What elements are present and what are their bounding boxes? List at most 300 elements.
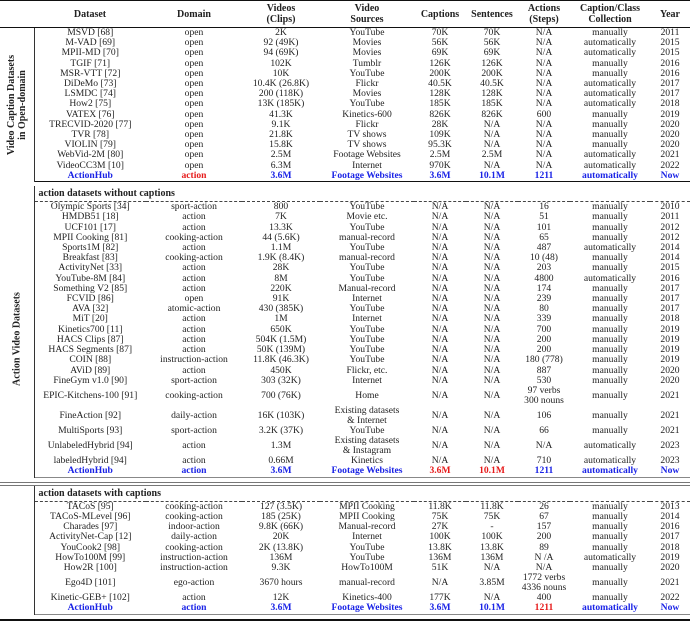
cell-collection: manually xyxy=(592,303,628,315)
cell-sentences: N/A xyxy=(483,211,501,223)
cell-collection: automatically xyxy=(583,440,637,451)
cell-captions: 95.3K xyxy=(428,139,452,151)
cell-sources: HowTo100M xyxy=(341,561,393,573)
side-label-action-datasets xyxy=(0,202,34,477)
cell-dataset: Sports1M [82] xyxy=(62,242,119,254)
cell-sentences: N/A xyxy=(483,455,501,467)
cell-captions: N/A xyxy=(431,577,449,589)
cell-captions: N/A xyxy=(431,323,449,335)
cell-domain: action xyxy=(182,323,206,335)
cell-videos: 3.2K (37K) xyxy=(258,424,304,436)
cell-captions: N/A xyxy=(431,313,449,325)
cell-captions: N/A xyxy=(431,333,449,345)
cell-videos: 3670 hours xyxy=(259,577,303,589)
cell-year: 2019 xyxy=(660,333,680,345)
cell-captions: N/A xyxy=(431,354,449,366)
cell-dataset: UnlabeledHybrid [94] xyxy=(47,440,133,451)
cell-year: 2020 xyxy=(660,364,680,376)
cell-videos: 15.8K xyxy=(269,139,293,151)
cell-year: 2017 xyxy=(660,293,680,305)
cell-dataset: How2 [75] xyxy=(69,98,112,110)
cell-year: 2021 xyxy=(660,424,680,436)
cell-collection: automatically xyxy=(570,171,650,182)
header-sources-line2: Sources xyxy=(350,14,384,25)
cell-captions: N/A xyxy=(431,344,449,356)
cell-domain: open xyxy=(184,293,204,305)
cell-domain: open xyxy=(184,108,204,120)
cell-dataset: UCF101 [17] xyxy=(64,221,116,233)
cell-captions: N/A xyxy=(431,201,449,213)
cell-actions: 80 xyxy=(539,303,549,315)
cell-actions: N/A xyxy=(535,118,553,130)
cell-actions: 700 xyxy=(536,323,552,335)
cell-videos: 2K xyxy=(275,27,287,38)
cell-sentences: N/A xyxy=(483,242,501,254)
cell-sentences: N/A xyxy=(483,282,501,294)
cell-captions: 185K xyxy=(429,98,451,110)
cell-actions: 26 xyxy=(539,500,549,512)
cell-dataset: MPII Cooking [81] xyxy=(53,231,128,243)
cell-dataset: MSR-VTT [72] xyxy=(60,67,121,79)
cell-sentences: N/A xyxy=(483,159,501,171)
cell-domain: open xyxy=(184,37,204,49)
cell-videos: 8M xyxy=(274,272,288,284)
cell-videos: 13.3K xyxy=(269,221,293,233)
cell-captions: 13.8K xyxy=(428,541,452,553)
cell-captions: N/A xyxy=(431,252,449,264)
cell-dataset: TACoS-MLevel [96] xyxy=(50,510,131,522)
cell-videos: 102K xyxy=(270,57,292,69)
cell-videos: 10.4K (26.8K) xyxy=(252,78,310,90)
cell-sentences: 2.5M xyxy=(481,149,503,161)
cell-collection: manually xyxy=(592,561,628,573)
cell-sources: YouTube xyxy=(349,272,385,284)
cell-domain: ego-action xyxy=(173,577,215,589)
cell-captions: N/A xyxy=(431,211,449,223)
cell-dataset: TVR [78] xyxy=(71,129,110,141)
cell-captions: N/A xyxy=(431,374,449,386)
cell-collection: manually xyxy=(592,344,628,356)
cell-actions: 339 xyxy=(536,313,552,325)
cell-actions: 600 xyxy=(536,108,552,120)
cell-sources: YouTube xyxy=(349,201,385,213)
cell-domain: open xyxy=(184,129,204,141)
table-row xyxy=(0,532,690,542)
cell-actions: 106 xyxy=(536,409,552,421)
cell-collection: automatically xyxy=(583,455,637,467)
table-row xyxy=(0,406,690,426)
cell-domain: open xyxy=(184,67,204,79)
cell-domain: open xyxy=(184,88,204,100)
table-bottom-rule xyxy=(0,620,690,623)
cell-videos: 9.8K (66K) xyxy=(258,521,304,533)
cell-videos: 2K (13.8K) xyxy=(258,541,304,553)
cell-dataset: Breakfast [83] xyxy=(62,252,118,264)
cell-sentences: N/A xyxy=(483,313,501,325)
cell-actions: N/A xyxy=(535,47,553,59)
cell-year: 2018 xyxy=(660,98,680,110)
cell-domain: action xyxy=(146,603,242,614)
cell-year: 2019 xyxy=(660,108,680,120)
cell-domain: instruction-action xyxy=(160,561,228,573)
cell-actions: N/A xyxy=(535,98,553,110)
header-side xyxy=(0,1,34,28)
cell-year: 2018 xyxy=(660,313,680,325)
cell-domain: action xyxy=(146,466,242,477)
cell-sentences: N/A xyxy=(483,561,501,573)
cell-year: 2016 xyxy=(660,272,680,284)
cell-year: 2017 xyxy=(660,282,680,294)
cell-sentences: 75K xyxy=(483,510,501,522)
actionhub-row xyxy=(0,603,690,614)
cell-sources: manual-record xyxy=(339,252,395,264)
cell-domain: action xyxy=(182,242,206,254)
cell-sources: Kinetics-400 xyxy=(342,592,392,604)
cell-actions: 66 xyxy=(539,424,549,436)
cell-actions: 200 xyxy=(536,531,552,543)
cell-collection: automatically xyxy=(570,466,650,477)
cell-year: 2022 xyxy=(660,159,680,171)
cell-dataset: labeledHybrid [94] xyxy=(53,455,127,467)
cell-dataset: MultiSports [93] xyxy=(58,424,123,436)
cell-videos: 303 (32K) xyxy=(261,374,301,386)
cell-captions: 970K xyxy=(429,159,451,171)
cell-captions: 56K xyxy=(431,37,449,49)
table-row xyxy=(0,355,690,365)
cell-videos: 3.6M xyxy=(242,466,320,477)
cell-year: 2016 xyxy=(660,67,680,79)
cell-captions: 136M xyxy=(428,551,452,563)
section-title-without-captions-label: action datasets without captions xyxy=(34,186,690,202)
cell-videos: 7K xyxy=(275,211,287,223)
cell-captions: 100K xyxy=(429,531,451,543)
cell-captions: 27K xyxy=(431,521,449,533)
cell-actions: 400 xyxy=(536,592,552,604)
cell-sentences: N/A xyxy=(483,389,501,401)
cell-dataset: TGIF [71] xyxy=(70,57,111,69)
cell-dataset: WebVid-2M [80] xyxy=(57,149,124,161)
cell-dataset: HACS Segments [87] xyxy=(48,344,133,356)
cell-sentences: N/A xyxy=(483,252,501,264)
header-collection xyxy=(570,1,650,28)
cell-domain: sport-action xyxy=(171,374,217,386)
cell-year: 2013 xyxy=(660,500,680,512)
cell-year: 2020 xyxy=(660,118,680,130)
cell-domain: cooking-action xyxy=(165,231,223,243)
cell-actions: 1211 xyxy=(518,171,570,182)
table-row xyxy=(0,386,690,406)
cell-year: 2023 xyxy=(660,455,680,467)
cell-actions: N/A xyxy=(535,57,553,69)
cell-year: 2017 xyxy=(660,78,680,90)
header-actions-line2: (Steps) xyxy=(529,14,559,25)
cell-year: 2016 xyxy=(660,57,680,69)
cell-dataset: VideoCC3M [10] xyxy=(56,159,124,171)
table-row xyxy=(0,573,690,593)
cell-year: 2012 xyxy=(660,231,680,243)
cell-dataset: AVA [32] xyxy=(72,303,109,315)
cell-captions: 75K xyxy=(431,510,449,522)
cell-collection: manually xyxy=(592,262,628,274)
cell-domain: action xyxy=(146,171,242,182)
cell-actions: 710 xyxy=(536,455,552,467)
cell-sources: Internet xyxy=(352,293,382,305)
cell-domain: action xyxy=(182,313,206,325)
cell-dataset: HMDB51 [18] xyxy=(61,211,119,223)
cell-domain: cooking-action xyxy=(165,510,223,522)
cell-captions: 70K xyxy=(431,27,449,38)
cell-dataset: COIN [88] xyxy=(69,354,112,366)
cell-domain: instruction-action xyxy=(160,551,228,563)
cell-videos: 9.3K xyxy=(271,561,291,573)
cell-captions: 11.8K xyxy=(428,500,452,512)
cell-sentences: 13.8K xyxy=(480,541,504,553)
cell-captions: N/A xyxy=(431,424,449,436)
cell-sentences: N/A xyxy=(483,364,501,376)
cell-collection: manually xyxy=(592,500,628,512)
cell-sentences: 10.1M xyxy=(466,171,518,182)
cell-videos: 1.9K (8.4K) xyxy=(257,252,305,264)
cell-dataset: Charades [97] xyxy=(63,521,118,533)
cell-collection: manually xyxy=(592,531,628,543)
cell-domain: cooking-action xyxy=(165,541,223,553)
cell-sources: YouTube xyxy=(349,221,385,233)
actionhub-row xyxy=(0,466,690,477)
cell-collection: automatically xyxy=(583,47,637,59)
cell-videos: 44 (5.6K) xyxy=(262,231,300,243)
cell-videos: 13K (185K) xyxy=(257,98,305,110)
cell-actions: 1211 xyxy=(518,466,570,477)
cell-sentences: N/A xyxy=(483,323,501,335)
cell-actions: 200 xyxy=(536,344,552,356)
cell-sources: manual-record xyxy=(339,231,395,243)
cell-sources: YouTube xyxy=(349,541,385,553)
cell-actions: N /A xyxy=(534,551,554,563)
cell-collection: manually xyxy=(592,221,628,233)
cell-year: 2019 xyxy=(660,551,680,563)
cell-year: 2019 xyxy=(660,354,680,366)
cell-domain: indoor-action xyxy=(168,521,220,533)
cell-collection: manually xyxy=(592,364,628,376)
cell-domain: daily-action xyxy=(171,409,217,421)
cell-year: Now xyxy=(650,171,690,182)
cell-dataset: FineGym v1.0 [90] xyxy=(53,374,128,386)
cell-collection: manually xyxy=(592,521,628,533)
cell-sources: YouTube xyxy=(349,354,385,366)
cell-captions: 3.6M xyxy=(414,466,466,477)
cell-actions: 200 xyxy=(536,333,552,345)
cell-sources: Kinetics xyxy=(351,455,383,467)
cell-sentences: 10.1M xyxy=(466,603,518,614)
cell-collection: manually xyxy=(592,541,628,553)
cell-sentences: N/A xyxy=(483,592,501,604)
cell-domain: action xyxy=(182,221,206,233)
cell-dataset: DiDeMo [73] xyxy=(64,78,117,90)
cell-year: 2018 xyxy=(660,541,680,553)
cell-year: 2019 xyxy=(660,344,680,356)
section-title-without-captions xyxy=(0,186,690,202)
cell-dataset: Olympic Sports [34] xyxy=(50,201,130,213)
cell-collection: manually xyxy=(592,424,628,436)
cell-sentences: N/A xyxy=(483,272,501,284)
cell-year: 2011 xyxy=(660,27,680,38)
cell-domain: open xyxy=(184,118,204,130)
cell-sources: Flickr xyxy=(355,78,379,90)
cell-domain: action xyxy=(182,262,206,274)
cell-sentences: N/A xyxy=(483,440,501,451)
cell-sources: Movies xyxy=(352,47,382,59)
cell-year: 2021 xyxy=(660,389,680,401)
cell-collection: manually xyxy=(592,333,628,345)
cell-year: 2016 xyxy=(660,521,680,533)
cell-sources: YouTube xyxy=(349,344,385,356)
cell-actions: N/A xyxy=(535,27,553,38)
cell-videos: 185 (25K) xyxy=(261,510,301,522)
cell-domain: open xyxy=(184,159,204,171)
cell-dataset: ActivityNet-Cap [12] xyxy=(49,531,132,543)
cell-dataset: YouTube-8M [84] xyxy=(55,272,126,284)
cell-actions: 203 xyxy=(536,262,552,274)
cell-year: 2015 xyxy=(660,37,680,49)
cell-collection: manually xyxy=(592,139,628,151)
cell-sentences: N/A xyxy=(483,139,501,151)
cell-sources: YouTube xyxy=(349,242,385,254)
cell-sources: Flickr xyxy=(355,118,379,130)
cell-sources: Footage Websites xyxy=(320,466,414,477)
cell-videos: 136M xyxy=(269,551,293,563)
cell-domain: open xyxy=(184,98,204,110)
cell-captions: 3.6M xyxy=(414,171,466,182)
cell-sources: Home xyxy=(355,389,379,401)
cell-sources: Movies xyxy=(352,37,382,49)
cell-sentences: - xyxy=(490,521,494,533)
cell-actions: 51 xyxy=(539,211,549,223)
cell-sources: YouTube xyxy=(349,551,385,563)
cell-collection: automatically xyxy=(570,603,650,614)
table-row xyxy=(0,436,690,456)
cell-captions: 109K xyxy=(429,129,451,141)
cell-captions: 28K xyxy=(431,118,449,130)
cell-sources: Footage Websites xyxy=(320,603,414,614)
cell-videos: 10K xyxy=(272,67,290,79)
cell-sentences: N/A xyxy=(483,424,501,436)
cell-actions: 180 (778) xyxy=(525,354,563,366)
cell-sources: TV shows xyxy=(347,139,387,151)
section-title-with-captions-label: action datasets with captions xyxy=(34,485,690,501)
cell-sentences: N/A xyxy=(483,354,501,366)
cell-dataset: FCVID [86] xyxy=(66,293,114,305)
cell-sentences: N/A xyxy=(483,293,501,305)
cell-sources: Manual-record xyxy=(338,282,396,294)
cell-dataset: MPII-MD [70] xyxy=(61,47,119,59)
cell-dataset: HowTo100M [99] xyxy=(55,551,126,563)
cell-actions: 97 verbs 300 nouns xyxy=(524,384,564,406)
cell-sources: Movie etc. xyxy=(346,211,388,223)
cell-actions: 1772 verbs 4336 nouns xyxy=(521,572,567,594)
cell-videos: 20K xyxy=(272,531,290,543)
cell-videos: 16K (103K) xyxy=(257,409,305,421)
cell-collection: manually xyxy=(592,577,628,589)
cell-actions: N/A xyxy=(535,88,553,100)
cell-captions: N/A xyxy=(431,231,449,243)
cell-sentences: N/A xyxy=(483,303,501,315)
cell-captions: 177K xyxy=(429,592,451,604)
cell-year: 2021 xyxy=(660,577,680,589)
cell-actions: 887 xyxy=(536,364,552,376)
cell-captions: 2.5M xyxy=(429,149,451,161)
cell-dataset: Ego4D [101] xyxy=(65,577,116,589)
cell-dataset: LSMDC [74] xyxy=(64,88,116,100)
cell-sources: Movies xyxy=(352,88,382,100)
cell-videos: 28K xyxy=(272,262,290,274)
cell-collection: manually xyxy=(592,27,628,38)
header-actions-line1: Actions xyxy=(527,3,561,14)
cell-dataset: VATEX [76] xyxy=(65,108,115,120)
cell-videos: 92 (49K) xyxy=(263,37,299,49)
cell-sentences: N/A xyxy=(483,374,501,386)
cell-year: Now xyxy=(650,603,690,614)
cell-sources: YouTube xyxy=(349,98,385,110)
cell-sources: Flickr, etc. xyxy=(346,364,388,376)
cell-sentences: 56K xyxy=(483,37,501,49)
cell-collection: manually xyxy=(592,118,628,130)
cell-sentences: N/A xyxy=(483,409,501,421)
header-collection-line2: Collection xyxy=(588,14,632,25)
cell-sources: YouTube xyxy=(349,303,385,315)
cell-year: 2010 xyxy=(660,201,680,213)
cell-collection: manually xyxy=(592,374,628,386)
cell-sentences: 185K xyxy=(481,98,503,110)
cell-dataset: MSVD [68] xyxy=(67,27,114,38)
cell-sentences: 136M xyxy=(480,551,504,563)
cell-sources: YouTube xyxy=(349,424,385,436)
cell-domain: open xyxy=(184,149,204,161)
cell-sentences: 126K xyxy=(481,57,503,69)
header-videos-line1: Videos xyxy=(266,3,296,14)
cell-domain: action xyxy=(182,282,206,294)
cell-domain: open xyxy=(184,139,204,151)
cell-sentences: 40.5K xyxy=(480,78,504,90)
cell-captions: N/A xyxy=(431,221,449,233)
cell-sentences: 11.8K xyxy=(480,500,504,512)
cell-collection: manually xyxy=(592,293,628,305)
cell-dataset: M-VAD [69] xyxy=(65,37,116,49)
cell-sources: Footage Websites xyxy=(320,171,414,182)
cell-videos: 127 (3.5K) xyxy=(259,500,303,512)
cell-videos: 2.5M xyxy=(270,149,292,161)
cell-captions: N/A xyxy=(431,455,449,467)
cell-dataset: MiT [20] xyxy=(72,313,108,325)
cell-collection: automatically xyxy=(583,37,637,49)
cell-videos: 1.1M xyxy=(270,242,292,254)
header-dataset: Dataset xyxy=(34,1,146,28)
cell-domain: action xyxy=(182,272,206,284)
cell-domain: action xyxy=(182,344,206,356)
cell-dataset: VIOLIN [79] xyxy=(64,139,116,151)
cell-captions: N/A xyxy=(431,440,449,451)
cell-sentences: N/A xyxy=(483,221,501,233)
cell-sources: Tumblr xyxy=(352,57,382,69)
cell-captions: N/A xyxy=(431,272,449,284)
cell-collection: manually xyxy=(592,389,628,401)
cell-sources: YouTube xyxy=(349,27,385,38)
cell-domain: action xyxy=(182,333,206,345)
cell-actions: 174 xyxy=(536,282,552,294)
cell-domain: action xyxy=(182,440,206,451)
cell-captions: N/A xyxy=(431,389,449,401)
cell-sources: YouTube xyxy=(349,333,385,345)
cell-videos: 94 (69K) xyxy=(263,47,299,59)
